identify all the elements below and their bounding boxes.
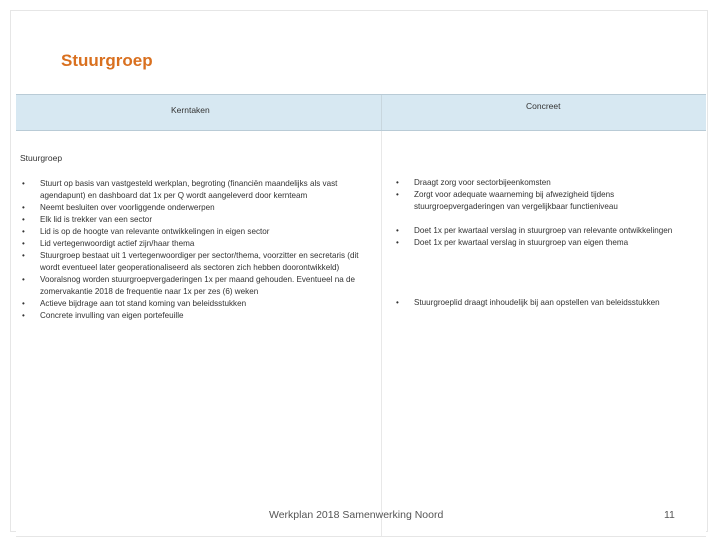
list-item: • Stuurgroeplid draagt inhoudelijk bij aan opstellen van beleidsstukken [394,297,704,309]
slide [10,10,708,532]
task-table [16,94,706,537]
list-item: • Actieve bijdrage aan tot stand koming van beleidsstukken [20,298,360,310]
table-body [16,131,706,537]
kerntaken-list [20,178,360,322]
list-item: • Doet 1x per kwartaal verslag in stuurgroep van relevante ontwikkelingen [394,225,704,237]
list-item: • Lid is op de hoogte van relevante ontwikkelingen in eigen sector [20,226,360,238]
list-item: • Lid vertegenwoordigt actief zijn/haar thema [20,238,360,250]
section-label: Stuurgroep [20,153,63,163]
column-divider [381,131,382,536]
concreet-list-2 [394,225,704,249]
list-item: • Vooralsnog worden stuurgroepvergaderingen 1x per maand gehouden. Eventueel na de zomervakantie 2018 de frequentie naar 1x per zes (6) weken [20,274,360,298]
header-kerntaken: Kerntaken [171,105,210,115]
column-divider [381,95,382,130]
table-header [16,94,706,131]
list-item: • Elk lid is trekker van een sector [20,214,360,226]
slide-title: Stuurgroep [61,51,153,70]
list-item: • Neemt besluiten over voorliggende onderwerpen [20,202,360,214]
concreet-list-1 [394,177,704,213]
list-item: • Concrete invulling van eigen portefeuille [20,310,360,322]
list-item: • Stuurt op basis van vastgesteld werkplan, begroting (financiën maandelijks als vast agendapunt) en dashboard dat 1x per Q wordt aangeleverd door kernteam [20,178,360,202]
list-item: • Doet 1x per kwartaal verslag in stuurgroep van eigen thema [394,237,704,249]
page-number: 11 [664,509,675,521]
list-item: • Zorgt voor adequate waarneming bij afwezigheid tijdens stuurgroepvergaderingen van vergelijkbaar functieniveau [394,189,704,213]
concreet-list-3 [394,297,704,309]
list-item: • Draagt zorg voor sectorbijeenkomsten [394,177,704,189]
header-concreet: Concreet [526,101,561,111]
list-item: • Stuurgroep bestaat uit 1 vertegenwoordiger per sector/thema, voorzitter en secretaris (dit wordt eventueel later geoperationaliseerd als sectoren zich hebben doorontwikkeld) [20,250,360,274]
footer-text: Werkplan 2018 Samenwerking Noord [269,509,444,521]
